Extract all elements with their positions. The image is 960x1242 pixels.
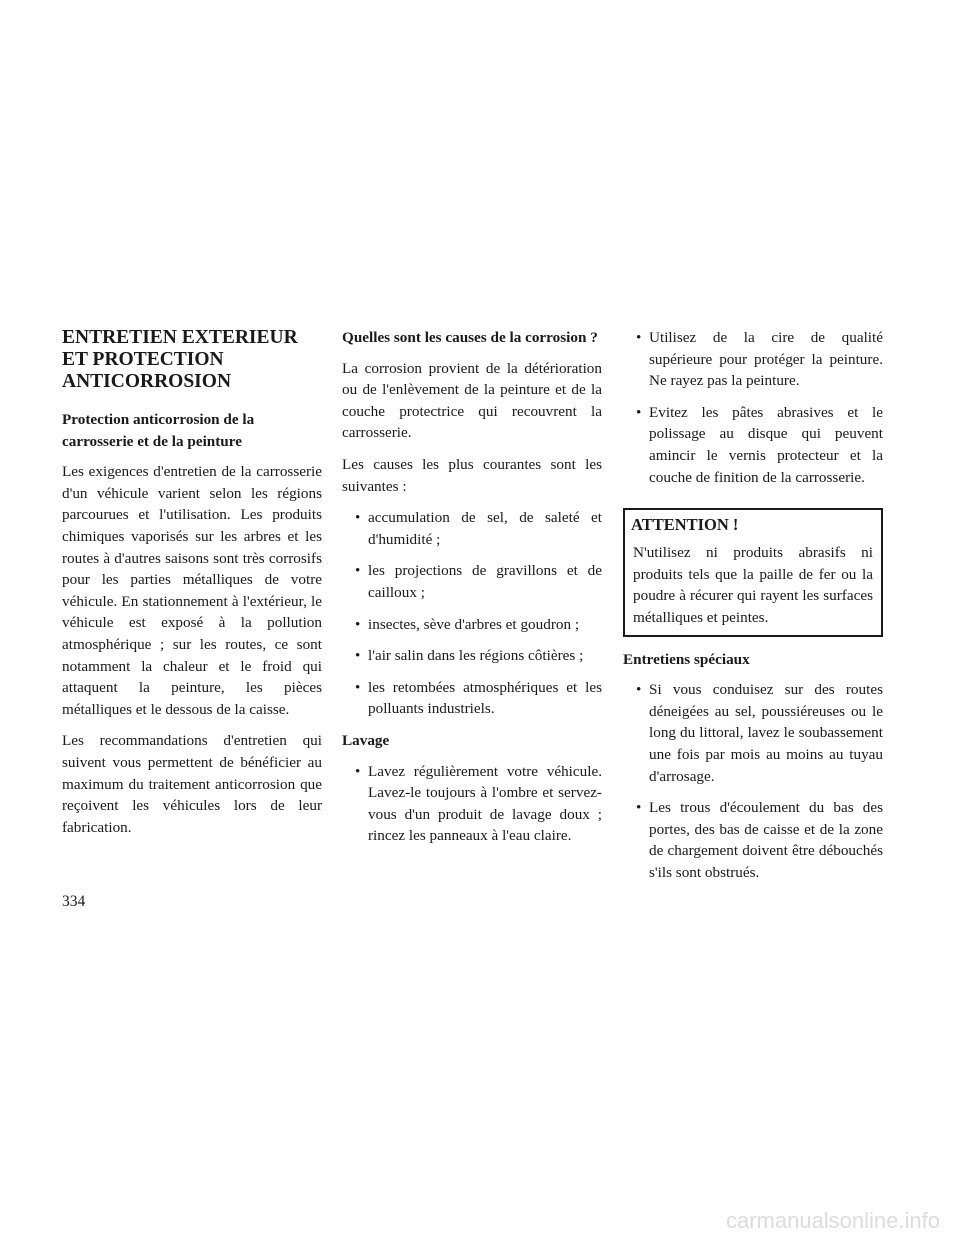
warning-title: ATTENTION ! (631, 515, 739, 535)
paragraph: La corrosion provient de la détérioration ou de l'enlèvement de la peinture et de la couche protectrice qui recouvrent la carrosserie. (342, 359, 602, 442)
section-title: ENTRETIEN EXTERIEUR ET PROTECTION ANTICORROSION (62, 327, 298, 392)
causes-list (342, 507, 602, 720)
subsection-title: Quelles sont les causes de la corrosion ? (342, 329, 598, 346)
paragraph: Les causes les plus courantes sont les suivantes : (342, 455, 602, 495)
bullet-icon: • (636, 329, 642, 346)
column-3 (623, 327, 883, 893)
page-number: 334 (62, 893, 86, 910)
list-item: • accumulation de sel, de saleté et d'humidité ; (355, 509, 602, 548)
care-list (623, 327, 883, 488)
list-item: • l'air salin dans les régions côtières ; (342, 645, 602, 667)
subsection-title: Protection anticorrosion de la carrosserie et de la peinture (62, 411, 255, 450)
list-item: • Si vous conduisez sur des routes déneigées au sel, poussiéreuses ou le long du littoral, lavez le soubassement une fois par mois au moins au tuyau d'arrosage. (636, 681, 883, 785)
list-item: • Evitez les pâtes abrasives et le polissage au disque qui peuvent amincir le vernis protecteur et la couche de finition de la carrosserie. (636, 403, 883, 486)
list-item: • Les trous d'écoulement du bas des portes, des bas de caisse et de la zone de chargement doivent être débouchés s'ils sont obstrués. (636, 799, 883, 881)
watermark: carmanualsonline.info (725, 1208, 940, 1233)
bullet-icon: • (355, 562, 361, 580)
subsection-title: Lavage (342, 731, 390, 749)
bullet-icon: • (355, 678, 361, 696)
bullet-icon: • (355, 647, 361, 665)
bullet-icon: • (355, 509, 361, 527)
list-item: • Lavez régulièrement votre véhicule. Lavez-le toujours à l'ombre et servez-vous d'un produit de lavage doux ; rincez les panneaux à l'eau claire. (355, 762, 602, 845)
paragraph: Les exigences d'entretien de la carrosserie d'un véhicule varient selon les régions parcourues et l'utilisation. Les produits chimiques vaporisés sur les arbres et les routes à d'autres saisons sont très corrosifs pour les parties métalliques de votre véhicule. En stationnement à l'extérieur, le véhicule est exposé à la pollution atmosphérique ; sur les routes, ce sont notamment la chaleur et le froid qui attaquent la peinture, les pièces métalliques et le dessous de la caisse. (62, 463, 322, 718)
list-item: • les retombées atmosphériques et les polluants industriels. (355, 678, 602, 718)
warning-text: N'utilisez ni produits abrasifs ni produits tels que la paille de fer ou la poudre à récurer qui rayent les surfaces métalliques et peintes. (633, 544, 873, 626)
list-item: • les projections de gravillons et de cailloux ; (355, 562, 602, 601)
bullet-icon: • (636, 403, 642, 421)
bullet-icon: • (355, 762, 361, 780)
paragraph: Les recommandations d'entretien qui suivent vous permettent de bénéficier au maximum du traitement anticorrosion que reçoivent les véhicules lors de leur fabrication. (62, 732, 322, 836)
column-1 (62, 327, 322, 848)
list-item: • Utilisez de la cire de qualité supérieure pour protéger la peinture. Ne rayez pas la peinture. (636, 329, 883, 390)
lavage-list (342, 761, 602, 847)
list-item: • insectes, sève d'arbres et goudron ; (342, 614, 602, 636)
column-2 (342, 327, 602, 857)
warning-box (623, 508, 883, 636)
subsection-title: Entretiens spéciaux (623, 650, 750, 668)
bullet-icon: • (636, 799, 642, 817)
special-list (623, 679, 883, 883)
bullet-icon: • (355, 615, 361, 633)
bullet-icon: • (636, 681, 642, 699)
